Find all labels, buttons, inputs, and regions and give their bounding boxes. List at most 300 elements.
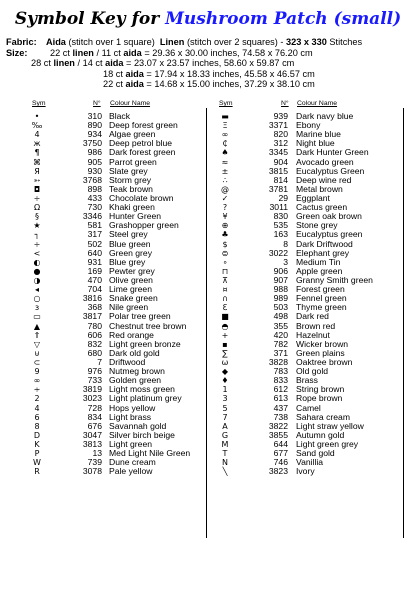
thread-number: 535 (273, 220, 288, 231)
thread-number: 640 (87, 247, 102, 258)
colour-name: Slate grey (109, 165, 148, 176)
colour-name: Forest green (296, 284, 345, 295)
key-row (0, 349, 416, 358)
colour-name: Thyme green (296, 302, 347, 313)
thread-number: 644 (273, 438, 288, 449)
thread-number: 317 (87, 229, 102, 240)
colour-name: Red orange (109, 329, 154, 340)
symbol-glyph: W (33, 458, 41, 468)
symbol-glyph: 2 (34, 394, 40, 404)
colour-name: Dark Driftwood (296, 238, 353, 249)
colour-name: Fennel green (296, 293, 347, 304)
colour-name: Green oak brown (296, 211, 362, 222)
fabric-row (6, 37, 416, 48)
symbol-glyph: ✓ (221, 193, 229, 203)
thread-number: 677 (273, 448, 288, 459)
title-prefix: Symbol Key for (14, 9, 166, 29)
colour-name: Dark forest green (109, 147, 176, 158)
thread-number: 746 (273, 457, 288, 468)
colour-name: Dark red (296, 311, 329, 322)
colour-name: Algae green (109, 129, 156, 140)
symbol-glyph: P (34, 449, 40, 459)
thread-number: 986 (87, 147, 102, 158)
colour-name: Hunter Green (109, 211, 162, 222)
colour-name: Hazelnut (296, 329, 330, 340)
fabric-aida: Aida (46, 37, 66, 47)
thread-number: 3817 (82, 311, 102, 322)
colour-name: Old gold (296, 366, 329, 377)
colour-name: Green plains (296, 347, 345, 358)
symbol-glyph: § (35, 212, 39, 222)
colour-name: Oaktree brown (296, 356, 353, 367)
symbol-glyph: 1 (222, 385, 228, 395)
symbol-glyph: ¤ (222, 285, 228, 295)
colour-name: Light brass (109, 411, 152, 422)
key-row (0, 404, 416, 413)
size-kind2: aida (125, 68, 144, 79)
symbol-glyph: ▲ (33, 321, 41, 331)
key-row (0, 340, 416, 349)
colour-name: Eggplant (296, 192, 330, 203)
key-row (0, 458, 416, 467)
symbol-glyph: ★ (33, 221, 41, 231)
colour-name: Nile green (109, 302, 149, 313)
colour-name: Brown red (296, 320, 336, 331)
colour-name: Avocado green (296, 156, 354, 167)
thread-number: 3828 (268, 356, 288, 367)
key-row (0, 130, 416, 139)
symbol-glyph: ╲ (222, 467, 228, 477)
colour-name: Driftwood (109, 356, 146, 367)
title-pattern-name: Mushroom Patch (small) (165, 9, 402, 29)
symbol-glyph: ◑ (33, 275, 41, 285)
colour-name: Eucalyptus green (296, 229, 363, 240)
thread-number: 503 (273, 302, 288, 313)
colour-name: Brass (296, 375, 318, 386)
colour-name: Light straw yellow (296, 420, 364, 431)
symbol-glyph: • (34, 112, 40, 121)
header-name-right: Colour Name (297, 100, 338, 107)
colour-name: Nutmeg brown (109, 366, 165, 377)
thread-number: 814 (273, 174, 288, 185)
symbol-glyph: 8 (34, 421, 40, 431)
thread-number: 420 (273, 329, 288, 340)
symbol-glyph: ♠ (221, 148, 229, 158)
colour-name: Sand gold (296, 448, 335, 459)
size-kind2: aida (105, 58, 124, 69)
key-row (0, 185, 416, 194)
thread-number: 3823 (268, 466, 288, 477)
symbol-glyph: ÷ (33, 193, 41, 203)
key-row (0, 358, 416, 367)
size-dims: = 14.68 x 15.00 inches, 37.29 x 38.10 cm (143, 79, 315, 90)
symbol-glyph: ‰ (31, 121, 43, 131)
thread-number: 3855 (268, 429, 288, 440)
thread-number: 733 (87, 375, 102, 386)
thread-number: 905 (87, 156, 102, 167)
colour-name: Night blue (296, 138, 335, 149)
colour-name: Green grey (109, 247, 152, 258)
colour-name: Silver birch beige (109, 429, 175, 440)
symbol-glyph: ⊓ (221, 266, 229, 276)
thread-number: 782 (273, 338, 288, 349)
size-pre: 22 ct (50, 47, 73, 58)
size-pre: 22 ct (103, 79, 126, 90)
colour-name: Ebony (296, 120, 321, 131)
symbol-glyph: 5 (222, 403, 228, 413)
symbol-glyph: ⊍ (34, 348, 40, 358)
key-row (0, 367, 416, 376)
page-title (0, 9, 416, 29)
symbol-glyph: 7 (222, 412, 228, 422)
symbol-glyph: ¶ (34, 148, 40, 158)
thread-number: 3768 (82, 174, 102, 185)
colour-name: Polar tree green (109, 311, 171, 322)
key-row (0, 422, 416, 431)
symbol-glyph: R (34, 467, 40, 477)
thread-number: 498 (273, 311, 288, 322)
thread-number: 939 (273, 111, 288, 121)
thread-number: 680 (87, 347, 102, 358)
colour-name: Parrot green (109, 156, 157, 167)
thread-number: 3047 (82, 429, 102, 440)
key-row (0, 194, 416, 203)
symbol-glyph: G (221, 430, 229, 440)
thread-number: 502 (87, 238, 102, 249)
thread-number: 676 (87, 420, 102, 431)
thread-number: 730 (87, 202, 102, 213)
symbol-glyph: K (34, 439, 40, 449)
thread-number: 976 (87, 366, 102, 377)
thread-number: 13 (92, 448, 102, 459)
colour-name: Steel grey (109, 229, 148, 240)
symbol-glyph: ◂ (34, 285, 39, 295)
colour-name: Lime green (109, 284, 152, 295)
colour-name: Deep forest green (109, 120, 178, 131)
key-row (0, 176, 416, 185)
colour-name: Ivory (296, 466, 315, 477)
size-kind: linen (72, 47, 94, 58)
colour-name: Light green grey (296, 438, 359, 449)
colour-name: Black (109, 111, 131, 121)
symbol-glyph: ∩ (222, 294, 228, 304)
symbol-glyph: ┐ (34, 230, 40, 240)
symbol-glyph: ⊕ (221, 221, 229, 231)
colour-name: Camel (296, 402, 321, 413)
key-row (0, 294, 416, 303)
colour-name: Medium Tin (296, 256, 341, 267)
symbol-glyph: M (221, 439, 229, 449)
thread-number: 3750 (82, 138, 102, 149)
symbol-glyph: ∻ (33, 385, 41, 395)
colour-name: Vanillia (296, 457, 324, 468)
fabric-size-info (6, 37, 416, 90)
size-kind2: aida (123, 47, 142, 58)
thread-number: 371 (273, 347, 288, 358)
thread-number: 606 (87, 329, 102, 340)
symbol-glyph: 6 (34, 412, 40, 422)
symbol-glyph: ▪ (222, 339, 228, 349)
colour-name: Med Light Nile Green (109, 448, 191, 459)
thread-number: 833 (273, 375, 288, 386)
size-dims: = 29.36 x 30.00 inches, 74.58 x 76.20 cm (141, 47, 313, 58)
thread-number: 163 (273, 229, 288, 240)
symbol-glyph: $ (222, 239, 228, 249)
thread-number: 312 (273, 138, 288, 149)
size-row-2 (6, 69, 416, 80)
key-row (0, 240, 416, 249)
thread-number: 898 (87, 183, 102, 194)
header-sym-left: Sym (32, 100, 46, 107)
thread-number: 3023 (82, 393, 102, 404)
thread-number: 470 (87, 274, 102, 285)
thread-number: 3819 (82, 384, 102, 395)
thread-number: 704 (87, 284, 102, 295)
colour-name: Pale yellow (109, 466, 153, 477)
symbol-glyph: ◐ (33, 257, 41, 267)
thread-number: 780 (87, 320, 102, 331)
key-row (0, 112, 416, 121)
colour-name: Cactus green (296, 202, 348, 213)
thread-number: 7 (97, 356, 102, 367)
symbol-glyph: ∴ (222, 175, 228, 185)
key-row (0, 167, 416, 176)
colour-name: String brown (296, 384, 345, 395)
thread-number: 310 (87, 111, 102, 121)
stitch-count: 323 x 330 (286, 37, 327, 47)
thread-number: 3011 (269, 202, 288, 213)
key-row (0, 276, 416, 285)
colour-name: Apple green (296, 265, 343, 276)
colour-name: Elephant grey (296, 247, 350, 258)
thread-number: 3815 (268, 165, 288, 176)
colour-name: Sahara cream (296, 411, 350, 422)
size-row-1 (6, 58, 416, 69)
thread-number: 904 (273, 156, 288, 167)
colour-name: Granny Smith green (296, 274, 373, 285)
symbol-glyph: ◓ (221, 321, 229, 331)
colour-name: Dark navy blue (296, 111, 354, 121)
colour-name: Marine blue (296, 129, 341, 140)
key-row (0, 449, 416, 458)
colour-name: Stone grey (296, 220, 338, 231)
symbol-glyph: ■ (221, 312, 229, 322)
colour-name: Autumn gold (296, 429, 345, 440)
key-row (0, 212, 416, 221)
symbol-glyph: ∑ (222, 348, 228, 358)
symbol-glyph: Ξ (222, 121, 228, 131)
symbol-glyph: ⊂ (33, 357, 41, 367)
colour-name: Savannah gold (109, 420, 167, 431)
key-row (0, 249, 416, 258)
colour-name: Grashopper green (109, 220, 179, 231)
colour-name: Dark old gold (109, 347, 160, 358)
symbol-glyph: ▭ (33, 312, 41, 322)
colour-name: Eucalyptus Green (296, 165, 365, 176)
symbol-glyph: T (222, 449, 228, 459)
symbol-glyph: ⊜ (221, 248, 229, 258)
thread-number: 29 (278, 192, 288, 203)
size-dims: = 23.07 x 23.57 inches, 58.60 x 59.87 cm (123, 58, 295, 69)
key-row (0, 385, 416, 394)
thread-number: 3022 (268, 247, 288, 258)
symbol-glyph: Я (34, 166, 40, 176)
symbol-glyph: ∞ (33, 376, 41, 386)
thread-number: 934 (87, 129, 102, 140)
thread-number: 613 (273, 393, 288, 404)
thread-number: 834 (87, 411, 102, 422)
symbol-glyph: ≈ (221, 157, 229, 167)
header-name-left: Colour Name (110, 100, 151, 107)
colour-name: Chestnut tree brown (109, 320, 187, 331)
key-row (0, 394, 416, 403)
symbol-glyph: < (33, 248, 41, 258)
thread-number: 820 (273, 129, 288, 140)
colour-name: Blue green (109, 238, 151, 249)
thread-number: 832 (87, 338, 102, 349)
thread-number: 930 (87, 165, 102, 176)
size-label: Size: (6, 47, 28, 58)
key-row (0, 285, 416, 294)
header-num-left: N° (93, 100, 101, 107)
thread-number: 907 (273, 274, 288, 285)
thread-number: 739 (87, 457, 102, 468)
symbol-glyph: @ (221, 184, 229, 194)
symbol-glyph: ∞ (221, 130, 229, 140)
colour-name: Light platinum grey (109, 393, 182, 404)
symbol-glyph: A (222, 421, 228, 431)
symbol-glyph: ▬ (221, 112, 229, 121)
column-divider (206, 108, 207, 538)
symbol-glyph: 9 (34, 367, 40, 377)
symbol-glyph: ● (33, 266, 41, 276)
symbol-glyph: ◘ (33, 184, 41, 194)
colour-name: Pewter grey (109, 265, 155, 276)
colour-name: Light green bronze (109, 338, 181, 349)
thread-number: 3345 (268, 147, 288, 158)
symbol-glyph: ⌘ (33, 157, 41, 167)
colour-name: Deep petrol blue (109, 138, 173, 149)
symbol-glyph: ? (222, 203, 228, 213)
thread-number: 830 (273, 211, 288, 222)
size-row-3 (6, 79, 416, 90)
thread-number: 783 (273, 366, 288, 377)
symbol-glyph: ± (221, 166, 229, 176)
thread-number: 890 (87, 120, 102, 131)
symbol-glyph: ♣ (221, 230, 229, 240)
colour-name: Dark Hunter Green (296, 147, 369, 158)
colour-name: Wicker brown (296, 338, 349, 349)
colour-name: Dune cream (109, 457, 156, 468)
size-pre: 28 ct (31, 58, 54, 69)
symbol-glyph: ◆ (221, 367, 229, 377)
thread-number: 3 (283, 256, 288, 267)
key-row (0, 440, 416, 449)
colour-name: Hops yellow (109, 402, 156, 413)
size-kind: linen (53, 58, 75, 69)
fabric-label: Fabric: (6, 37, 37, 47)
thread-number: 3781 (268, 183, 288, 194)
symbol-glyph: 4 (34, 403, 40, 413)
symbol-glyph: ¥ (222, 212, 228, 222)
key-row (0, 230, 416, 239)
colour-name: Blue grey (109, 256, 146, 267)
thread-number: 433 (87, 192, 102, 203)
symbol-glyph: ▽ (33, 339, 41, 349)
thread-number: 3816 (82, 293, 102, 304)
header-num-right: N° (281, 100, 289, 107)
thread-number: 3078 (82, 466, 102, 477)
key-row (0, 376, 416, 385)
thread-number: 3822 (268, 420, 288, 431)
key-row (0, 331, 416, 340)
symbol-glyph: Ω (33, 203, 41, 213)
colour-name: Light moss green (109, 384, 175, 395)
symbol-glyph: N (222, 458, 228, 468)
symbol-glyph: ₵ (222, 139, 228, 149)
symbol-glyph: ➳ (33, 175, 41, 185)
colour-name: Storm grey (109, 174, 152, 185)
right-border (403, 108, 404, 538)
symbol-glyph: ɜ (34, 303, 40, 313)
symbol-glyph: ∘ (222, 257, 228, 267)
symbol-glyph: ÷ (33, 239, 41, 249)
key-row (0, 303, 416, 312)
size-row-0 (6, 48, 416, 59)
colour-name: Chocolate brown (109, 192, 174, 203)
symbol-glyph: 4 (34, 130, 40, 140)
symbol-glyph: ⇑ (33, 330, 41, 340)
size-pre: 18 ct (103, 68, 126, 79)
symbol-glyph: D (33, 430, 41, 440)
thread-number: 612 (273, 384, 288, 395)
thread-number: 368 (87, 302, 102, 313)
symbol-glyph: ○ (33, 294, 41, 304)
colour-name: Teak brown (109, 183, 153, 194)
key-row (0, 121, 416, 130)
colour-name: Rope brown (296, 393, 343, 404)
thread-number: 581 (87, 220, 102, 231)
thread-number: 355 (273, 320, 288, 331)
key-row (0, 322, 416, 331)
colour-name: Metal brown (296, 183, 343, 194)
symbol-glyph: ♦ (221, 376, 229, 386)
colour-name: Khaki green (109, 202, 155, 213)
symbol-glyph: 3 (222, 394, 228, 404)
thread-number: 3346 (82, 211, 102, 222)
header-sym-right: Sym (219, 100, 233, 107)
thread-number: 169 (87, 265, 102, 276)
key-row (0, 467, 416, 476)
symbol-glyph: ж (33, 139, 41, 149)
colour-name: Golden green (109, 375, 162, 386)
thread-number: 728 (87, 402, 102, 413)
thread-number: 931 (87, 256, 102, 267)
colour-name: Olive green (109, 274, 153, 285)
fabric-aida-note: (stitch over 1 square) (65, 37, 155, 47)
key-column-right (0, 112, 416, 476)
symbol-glyph: + (221, 330, 229, 340)
thread-number: 989 (273, 293, 288, 304)
colour-name: Deep wine red (296, 174, 352, 185)
colour-name: Light green (109, 438, 153, 449)
size-mid: / 11 ct (93, 47, 124, 58)
colour-name: Snake green (109, 293, 158, 304)
size-dims: = 17.94 x 18.33 inches, 45.58 x 46.57 cm (143, 68, 315, 79)
stitch-suffix: Stitches (326, 37, 363, 47)
size-kind2: aida (125, 79, 144, 90)
size-mid: / 14 ct (74, 58, 106, 69)
